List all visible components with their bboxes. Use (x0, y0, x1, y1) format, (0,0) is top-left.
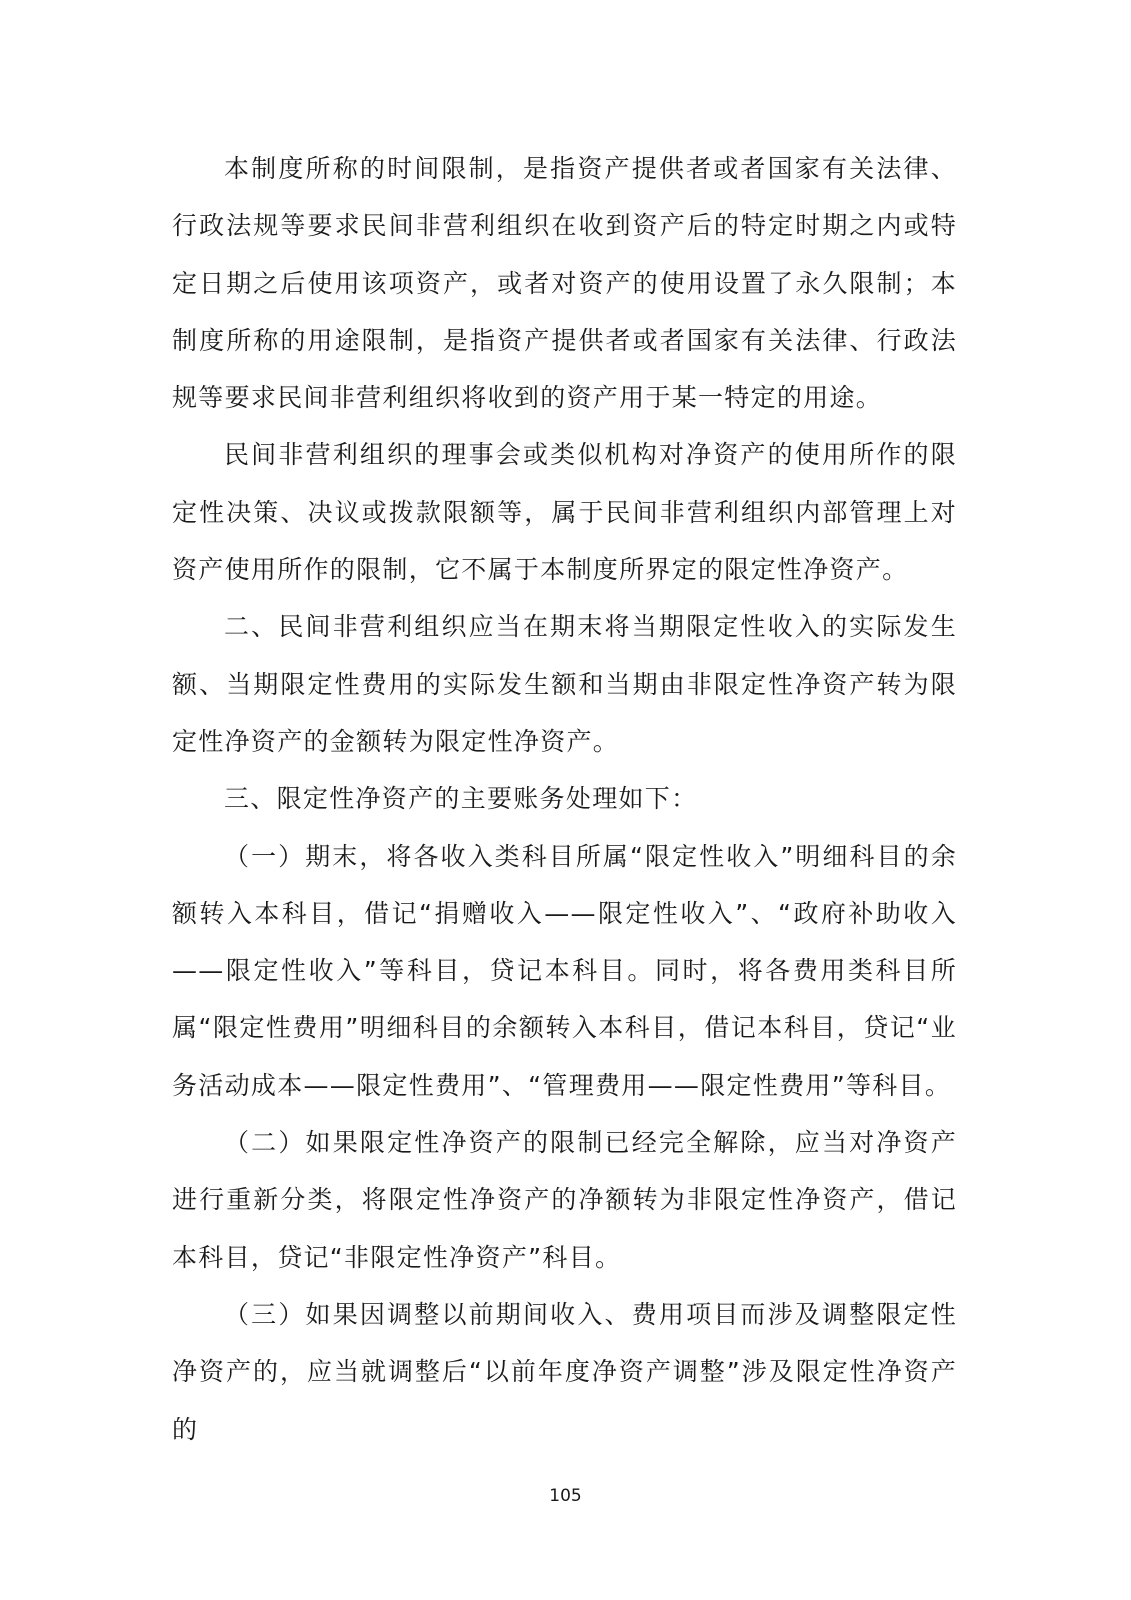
body-text (172, 140, 957, 1458)
paragraph-time-and-purpose-restriction: 本制度所称的时间限制，是指资产提供者或者国家有关法律、行政法规等要求民间非营利组织在收到资产后的特定时期之内或特定日期之后使用该项资产，或者对资产的使用设置了永久限制；本制度所称的用途限制，是指资产提供者或者国家有关法律、行政法规等要求民间非营利组织将收到的资产用于某一特定的用途。 (172, 154, 957, 413)
paragraph-section-three-heading: 三、限定性净资产的主要账务处理如下： (224, 784, 698, 814)
paragraph-item-one: （一）期末，将各收入类科目所属“限定性收入”明细科目的余额转入本科目，借记“捐赠收入——限定性收入”、“政府补助收入——限定性收入”等科目，贷记本科目。同时，将各费用类科目所属“限定性费用”明细科目的余额转入本科目，借记本科目，贷记“业务活动成本——限定性费用”、“管理费用——限定性费用”等科目。 (172, 841, 957, 1100)
paragraph-board-restrictions: 民间非营利组织的理事会或类似机构对净资产的使用所作的限定性决策、决议或拨款限额等，属于民间非营利组织内部管理上对资产使用所作的限制，它不属于本制度所界定的限定性净资产。 (172, 440, 957, 585)
paragraph-item-three: （三）如果因调整以前期间收入、费用项目而涉及调整限定性净资产的，应当就调整后“以前年度净资产调整”涉及限定性净资产的 (172, 1299, 957, 1444)
page-number: 105 (549, 1486, 582, 1506)
paragraph-item-two: （二）如果限定性净资产的限制已经完全解除，应当对净资产进行重新分类，将限定性净资产的净额转为非限定性净资产，借记本科目，贷记“非限定性净资产”科目。 (172, 1128, 957, 1272)
paragraph-section-two: 二、民间非营利组织应当在期末将当期限定性收入的实际发生额、当期限定性费用的实际发生额和当期由非限定性净资产转为限定性净资产的金额转为限定性净资产。 (172, 612, 957, 756)
